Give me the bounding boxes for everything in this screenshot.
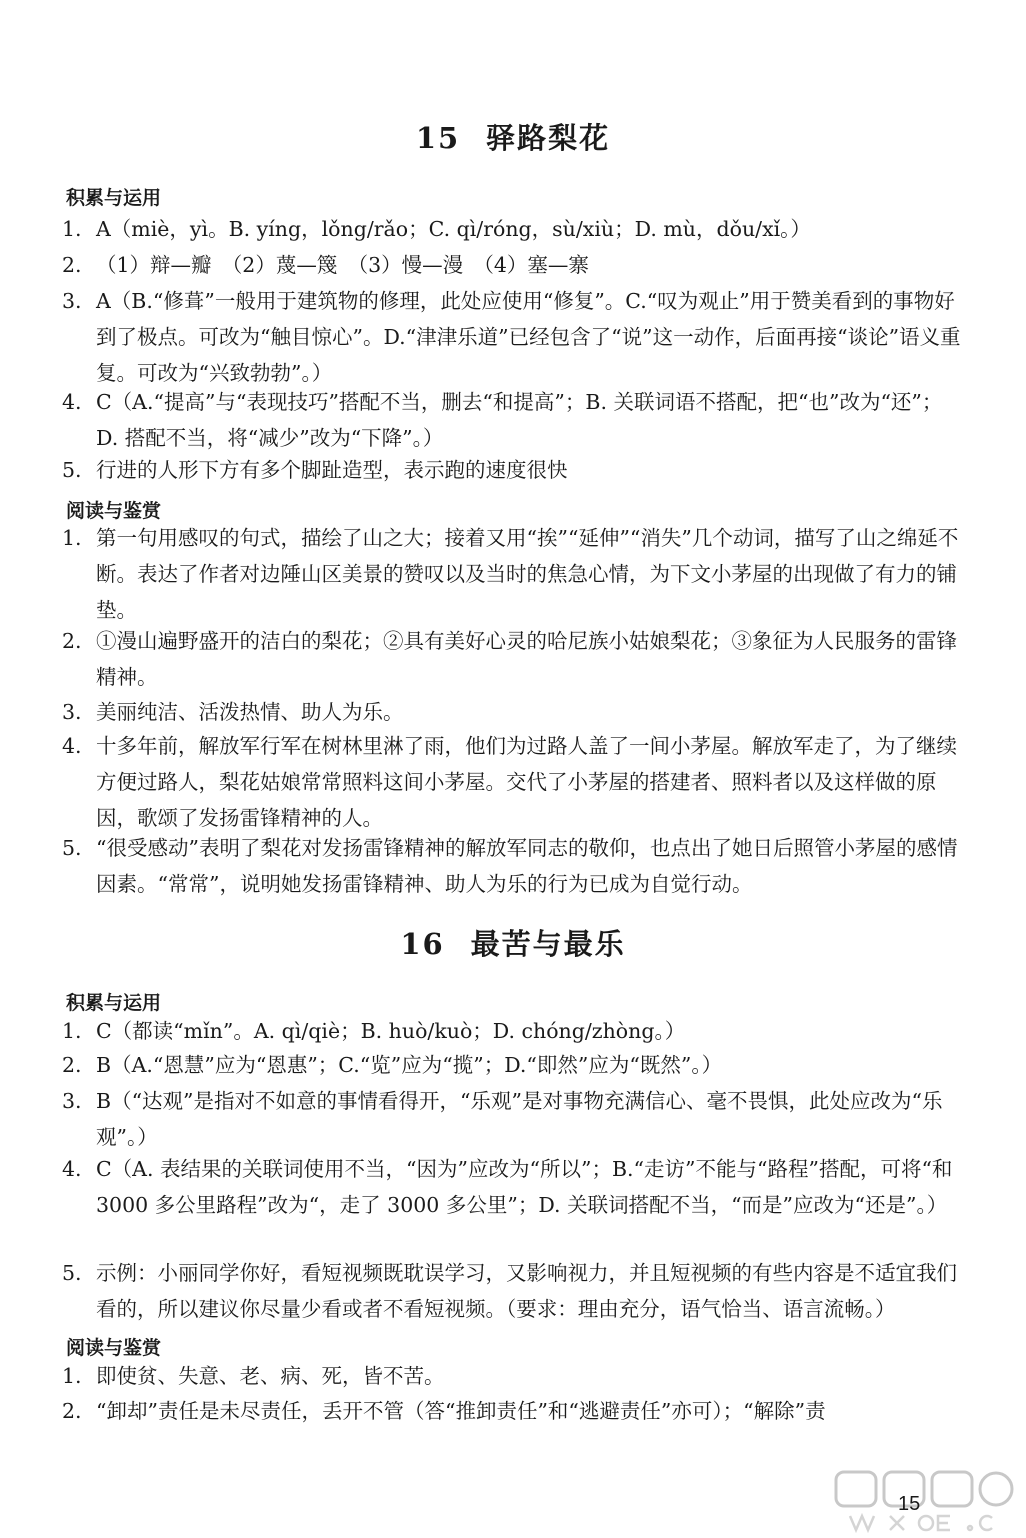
- item-text: 十多年前，解放军行军在树林里淋了雨，他们为过路人盖了一间小茅屋。解放军走了，为了继续方便过路人，梨花姑娘常常照料这间小茅屋。交代了小茅屋的搭建者、照料者以及这样做的原因，歌颂了发扬雷锋精神的人。: [96, 734, 957, 830]
- item-number: 1.: [62, 1019, 82, 1043]
- item-text: C（A. 表结果的关联词使用不当，“因为”应改为“所以”；B.“走访”不能与“路程”搭配，可将“和 3000 多公里路程”改为“，走了 3000 多公里”；D. 关联词搭配不当，“而是”应改为“还是”。）: [96, 1157, 953, 1217]
- item-number: 1.: [62, 526, 82, 550]
- l15-read-item-1: [62, 520, 962, 628]
- l16-acc-item-5: [62, 1255, 962, 1327]
- l15-acc-item-5: [62, 452, 962, 488]
- item-text: 美丽纯洁、活泼热情、助人为乐。: [96, 700, 404, 724]
- item-text: A（miè，yì。B. yíng，lǒng/rǎo；C. qì/róng，sù/xiù；D. mù，dǒu/xǐ。）: [96, 217, 811, 241]
- l15-acc-item-4: [62, 384, 962, 456]
- l16-acc-item-1: [62, 1013, 962, 1049]
- lesson-15-section-accumulate: 积累与运用: [66, 187, 162, 209]
- lesson-16-name: 最苦与最乐: [470, 927, 626, 961]
- item-text: 示例：小丽同学你好，看短视频既耽误学习，又影响视力，并且短视频的有些内容是不适宜我们看的，所以建议你尽量少看或者不看短视频。（要求：理由充分，语气恰当、语言流畅。）: [96, 1261, 957, 1321]
- l15-read-item-5: [62, 830, 962, 902]
- item-number: 3.: [62, 700, 82, 724]
- item-text: B（“达观”是指对不如意的事情看得开，“乐观”是对事物充满信心、毫不畏惧，此处应改为“乐观”。）: [96, 1089, 943, 1149]
- l15-acc-item-3: [62, 283, 962, 391]
- item-text: 第一句用感叹的句式，描绘了山之大；接着又用“挨”“延伸”“消失”几个动词，描写了山之绵延不断。表达了作者对边陲山区美景的赞叹以及当时的焦急心情，为下文小茅屋的出现做了有力的铺垫。: [96, 526, 959, 622]
- item-text: C（都读“mǐn”。A. qì/qiè；B. huò/kuò；D. chóng/zhòng。）: [96, 1019, 686, 1043]
- l16-acc-item-4: [62, 1151, 962, 1223]
- l15-read-item-3: [62, 694, 962, 730]
- l16-acc-item-2: [62, 1047, 962, 1083]
- item-number: 3.: [62, 289, 82, 313]
- l16-acc-item-3: [62, 1083, 962, 1155]
- item-number: 1.: [62, 1364, 82, 1388]
- lesson-15-name: 驿路梨花: [486, 121, 611, 155]
- item-number: 3.: [62, 1089, 82, 1113]
- item-text: 行进的人形下方有多个脚趾造型，表示跑的速度很快: [96, 458, 568, 482]
- watermark-logo-icon: [830, 1468, 1020, 1534]
- item-text: A（B.“修葺”一般用于建筑物的修理，此处应使用“修复”。C.“叹为观止”用于赞美看到的事物好到了极点。可改为“触目惊心”。D.“津津乐道”已经包含了“说”这一动作，后面再接“谈论”语义重复。可改为“兴致勃勃”。）: [96, 289, 961, 385]
- lesson-16-number: 16: [400, 927, 445, 961]
- item-number: 1.: [62, 217, 82, 241]
- item-number: 5.: [62, 458, 82, 482]
- l15-read-item-2: [62, 623, 962, 695]
- item-number: 2.: [62, 629, 82, 653]
- item-number: 2.: [62, 253, 82, 277]
- watermark-logo: [830, 1468, 1020, 1534]
- l16-read-item-1: [62, 1358, 962, 1394]
- lesson-15-number: 15: [415, 121, 461, 155]
- item-text: B（A.“恩慧”应为“恩惠”；C.“览”应为“揽”；D.“即然”应为“既然”。）: [96, 1053, 723, 1077]
- item-text: “很受感动”表明了梨花对发扬雷锋精神的解放军同志的敬仰，也点出了她日后照管小茅屋的感情因素。“常常”，说明她发扬雷锋精神、助人为乐的行为已成为自觉行动。: [96, 836, 958, 896]
- item-number: 5.: [62, 1261, 82, 1285]
- lesson-16-section-accumulate: 积累与运用: [66, 992, 162, 1014]
- lesson-16-section-reading: 阅读与鉴赏: [66, 1337, 162, 1359]
- item-text: C（A.“提高”与“表现技巧”搭配不当，删去“和提高”；B. 关联词语不搭配，把“也”改为“还”；D. 搭配不当，将“减少”改为“下降”。）: [96, 390, 943, 450]
- l16-read-item-2: [62, 1393, 962, 1429]
- item-text: ①漫山遍野盛开的洁白的梨花；②具有美好心灵的哈尼族小姑娘梨花；③象征为人民服务的雷锋精神。: [96, 629, 957, 689]
- item-text: 即使贫、失意、老、病、死，皆不苦。: [96, 1364, 445, 1388]
- item-number: 2.: [62, 1399, 82, 1423]
- item-number: 4.: [62, 734, 82, 758]
- lesson-15-section-reading: 阅读与鉴赏: [66, 500, 162, 522]
- item-number: 4.: [62, 1157, 82, 1181]
- item-number: 4.: [62, 390, 82, 414]
- item-number: 2.: [62, 1053, 82, 1077]
- page-number: 15: [898, 1493, 921, 1515]
- lesson-16-title: [0, 922, 1026, 963]
- item-text: （1）辩—瓣 （2）蔑—篾 （3）慢—漫 （4）塞—寨: [96, 253, 589, 277]
- l15-acc-item-1: [62, 211, 962, 247]
- lesson-15-title: [0, 116, 1026, 157]
- l15-acc-item-2: [62, 247, 962, 283]
- l15-read-item-4: [62, 728, 962, 836]
- item-text: “卸却”责任是未尽责任，丢开不管（答“推卸责任”和“逃避责任”亦可）；“解除”责: [96, 1399, 826, 1423]
- item-number: 5.: [62, 836, 82, 860]
